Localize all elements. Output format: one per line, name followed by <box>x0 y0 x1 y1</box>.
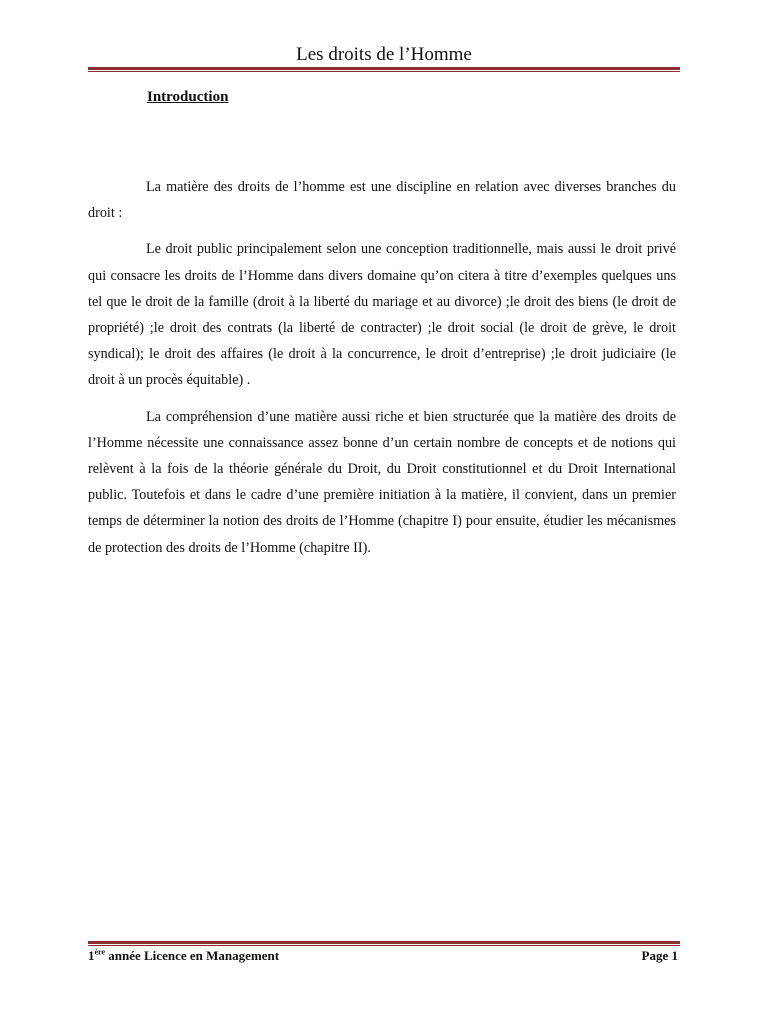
header-divider-thin <box>88 71 680 72</box>
footer-course-text: année Licence en Management <box>105 948 280 963</box>
header-divider <box>88 67 680 70</box>
paragraph: Le droit public principalement selon une conception traditionnelle, mais aussi le droit privé qui consacre les droits de l’Homme dans divers domaine qu’on citera à titre d’exemples quelques uns tel que le droit de la famille (droit à la liberté du mariage et au divorce) ;le droit des biens (le droit de propriété) ;le droit des contrats (la liberté de contracter) ;le droit social (le droit de grève, le droit syndical); le droit des affaires (le droit à la concurrence, le droit d’entreprise) ;le droit judiciaire (le droit à un procès équitable) . <box>88 241 676 389</box>
page-header-title: Les droits de l’Homme <box>296 44 472 65</box>
footer-divider-thin <box>88 945 680 946</box>
footer-page-number: Page 1 <box>641 948 678 963</box>
footer-divider <box>88 941 680 944</box>
paragraph: La matière des droits de l’homme est une discipline en relation avec diverses branches du droit : <box>88 179 676 222</box>
footer-year-superscript: ère <box>94 947 106 957</box>
paragraph: La compréhension d’une matière aussi riche et bien structurée que la matière des droits de l’Homme nécessite une connaissance assez bonne d’un certain nombre de concepts et de notions qui relèvent à la fois de la théorie générale du Droit, du Droit constitutionnel et du Droit International public. Toutefois et dans le cadre d’une première initiation à la matière, il convient, dans un premier temps de déterminer la notion des droits de l’Homme (chapitre I) pour ensuite, étudier les mécanismes de protection des droits de l’Homme (chapitre II). <box>88 408 676 556</box>
footer-course-label <box>88 948 279 964</box>
section-heading: Introduction <box>147 89 229 105</box>
footer-year-number: 1 <box>88 948 95 963</box>
body-text <box>88 174 676 571</box>
